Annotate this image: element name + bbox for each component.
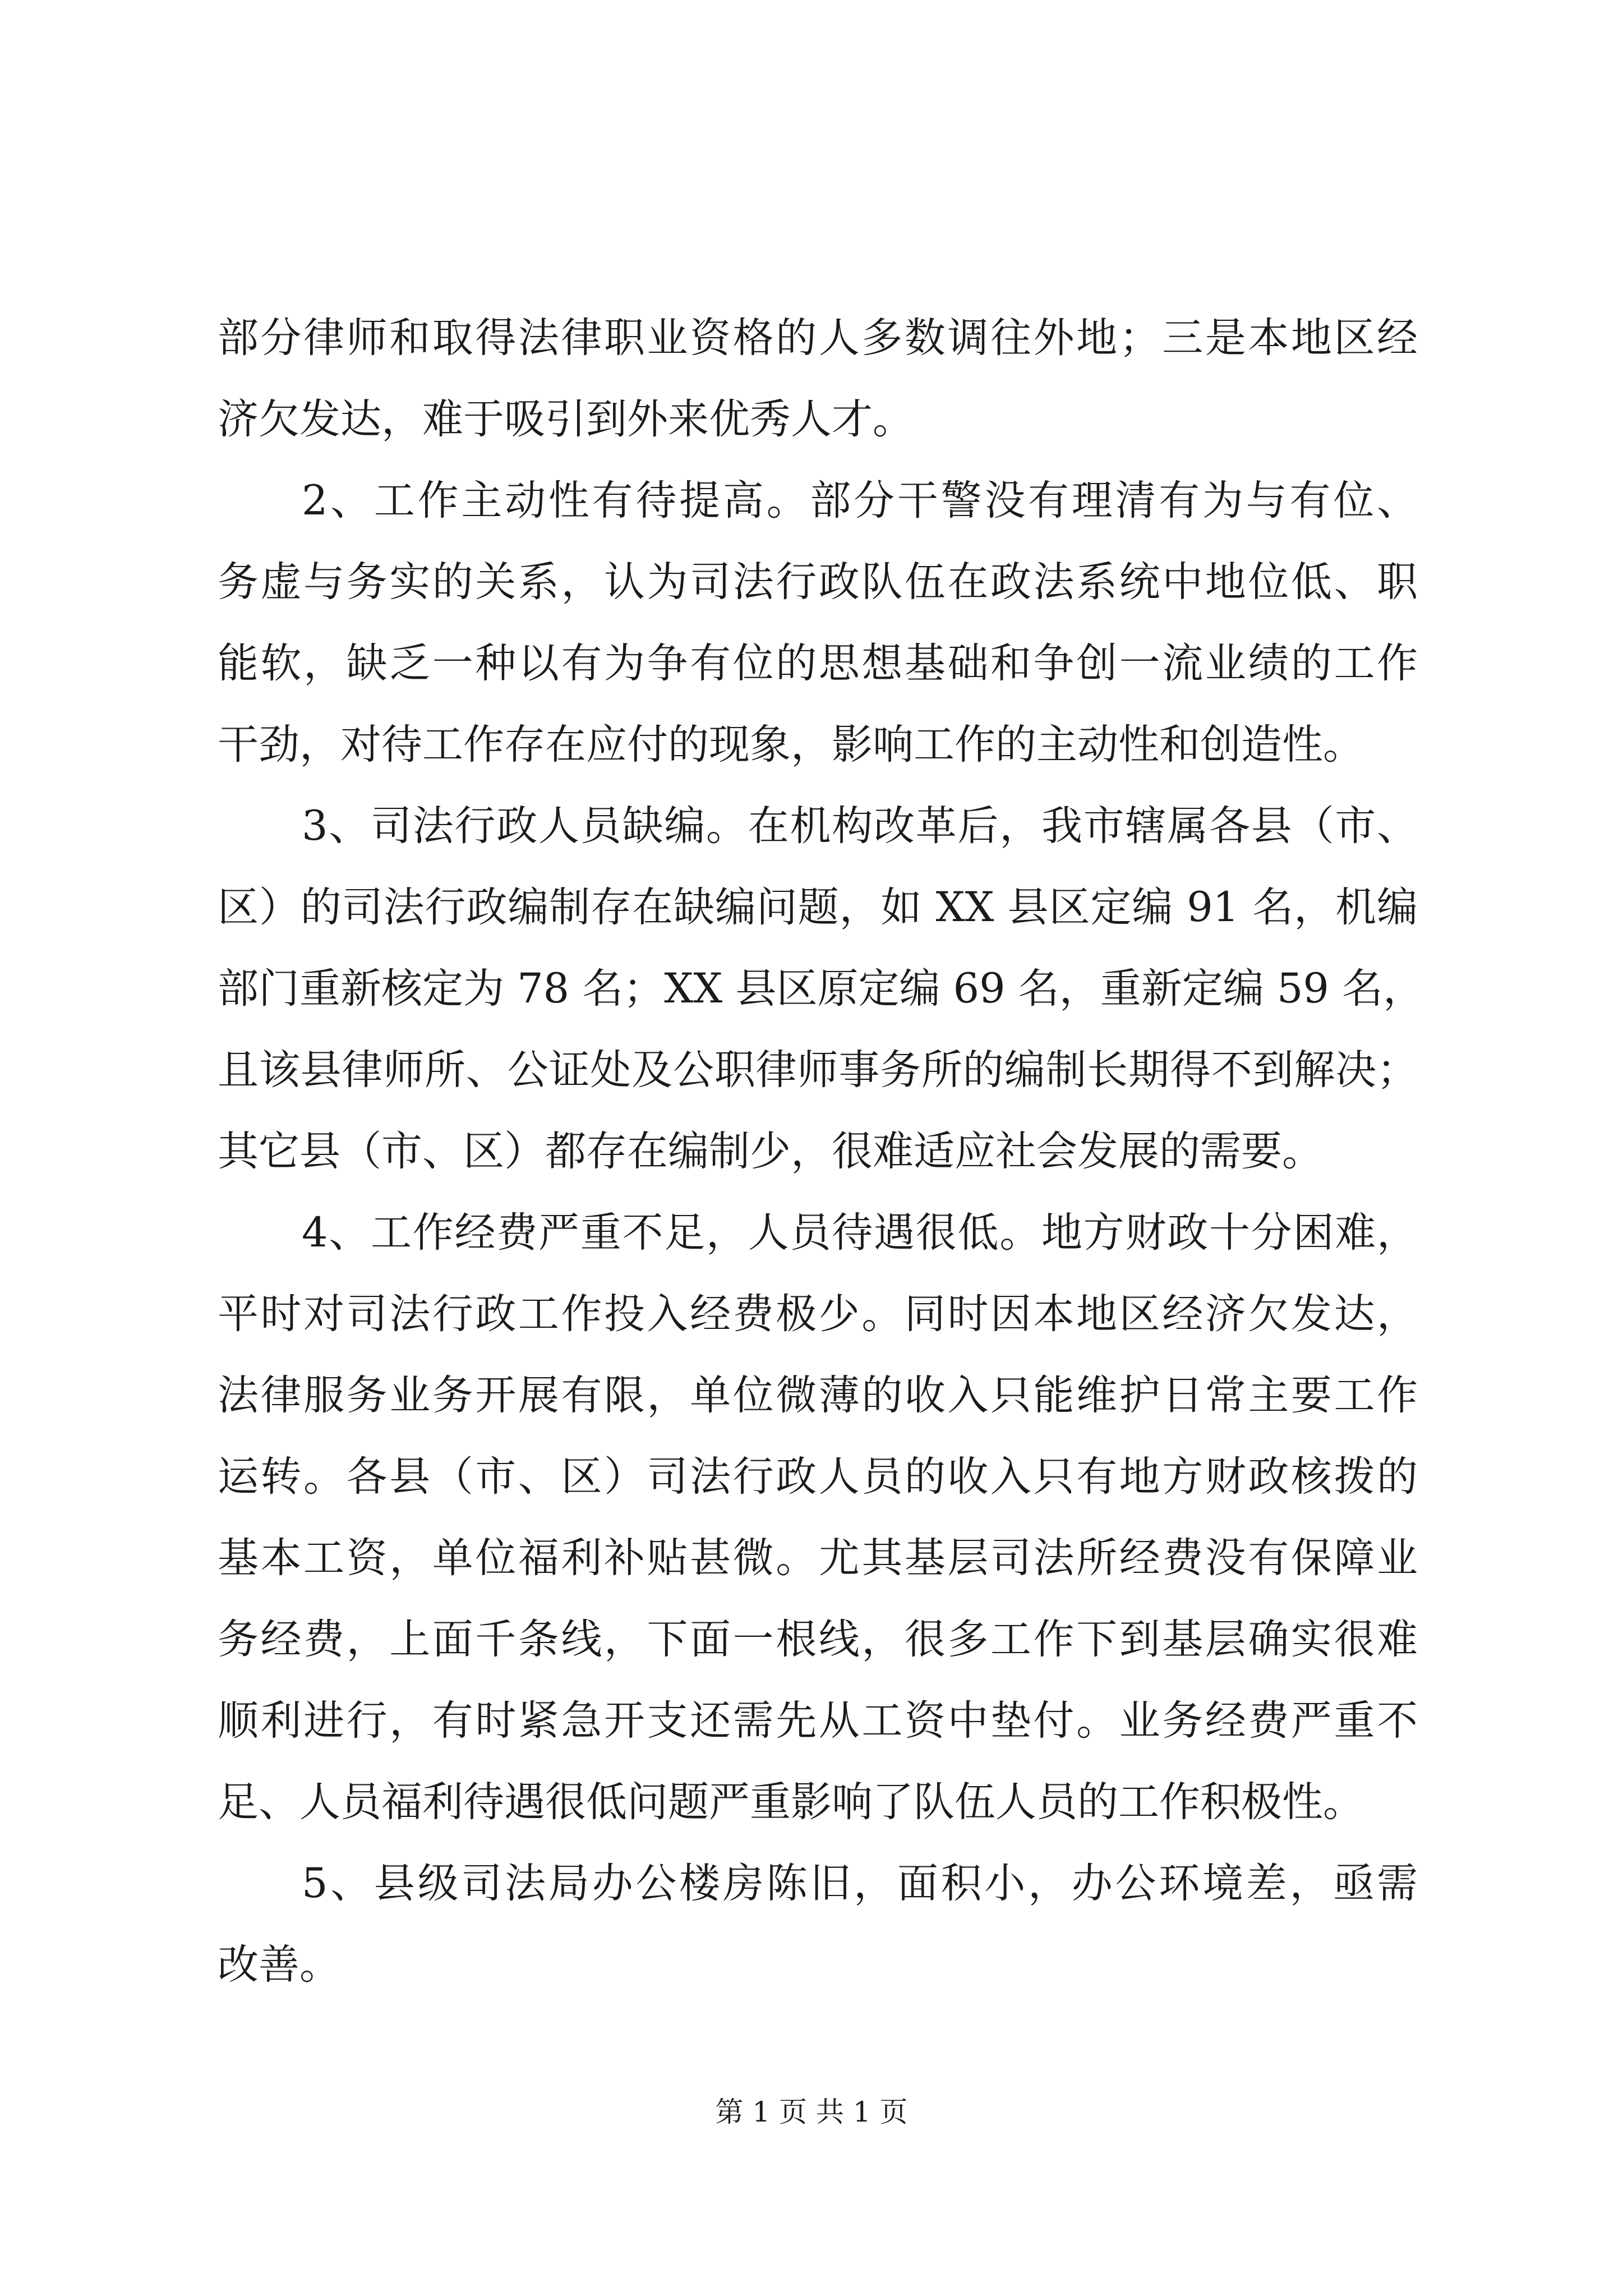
text-line: 其它县（市、区）都存在编制少，很难适应社会发展的需要。 bbox=[218, 1128, 1323, 1175]
text-line: 且该县律师所、公证处及公职律师事务所的编制长期得不到解决； bbox=[218, 1046, 1418, 1094]
text-line: 务经费，上面千条线，下面一根线，很多工作下到基层确实很难 bbox=[218, 1616, 1418, 1663]
page-footer: 第 1 页 共 1 页 bbox=[715, 2096, 908, 2128]
document-body bbox=[218, 297, 1424, 2005]
text-line: 基本工资，单位福利补贴甚微。尤其基层司法所经费没有保障业 bbox=[218, 1534, 1418, 1582]
paragraph-para-5 bbox=[218, 1843, 1418, 2005]
text-line: 改善。 bbox=[218, 1941, 340, 1989]
text-line: 运转。各县（市、区）司法行政人员的收入只有地方财政核拨的 bbox=[218, 1453, 1418, 1501]
text-line: 济欠发达，难于吸引到外来优秀人才。 bbox=[218, 395, 914, 443]
text-line: 务虚与务实的关系，认为司法行政队伍在政法系统中地位低、职 bbox=[218, 558, 1418, 606]
text-line: 3、司法行政人员缺编。在机构改革后，我市辖属各县（市、 bbox=[302, 802, 1418, 850]
paragraph-para-4 bbox=[218, 1192, 1418, 1843]
text-line: 2、工作主动性有待提高。部分干警没有理清有为与有位、 bbox=[302, 477, 1418, 524]
text-line: 区）的司法行政编制存在缺编问题，如 XX 县区定编 91 名，机编 bbox=[218, 884, 1418, 931]
paragraph-para-2 bbox=[218, 460, 1418, 785]
text-line: 能软，缺乏一种以有为争有位的思想基础和争创一流业绩的工作 bbox=[218, 639, 1418, 687]
text-line: 5、县级司法局办公楼房陈旧，面积小，办公环境差，亟需 bbox=[302, 1860, 1418, 1907]
paragraph-para-3 bbox=[218, 785, 1424, 1192]
text-line: 干劲，对待工作存在应付的现象，影响工作的主动性和创造性。 bbox=[218, 721, 1364, 769]
text-line: 顺利进行，有时紧急开支还需先从工资中垫付。业务经费严重不 bbox=[218, 1697, 1418, 1745]
text-line: 平时对司法行政工作投入经费极少。同时因本地区经济欠发达， bbox=[218, 1290, 1418, 1338]
paragraph-para-continuation bbox=[218, 297, 1418, 460]
text-line: 部分律师和取得法律职业资格的人多数调往外地；三是本地区经 bbox=[218, 314, 1418, 362]
text-line: 4、工作经费严重不足，人员待遇很低。地方财政十分困难， bbox=[302, 1209, 1418, 1257]
text-line: 法律服务业务开展有限，单位微薄的收入只能维护日常主要工作 bbox=[218, 1372, 1418, 1419]
text-line: 部门重新核定为 78 名；XX 县区原定编 69 名，重新定编 59 名， bbox=[218, 965, 1424, 1013]
text-line: 足、人员福利待遇很低问题严重影响了队伍人员的工作积极性。 bbox=[218, 1778, 1364, 1826]
